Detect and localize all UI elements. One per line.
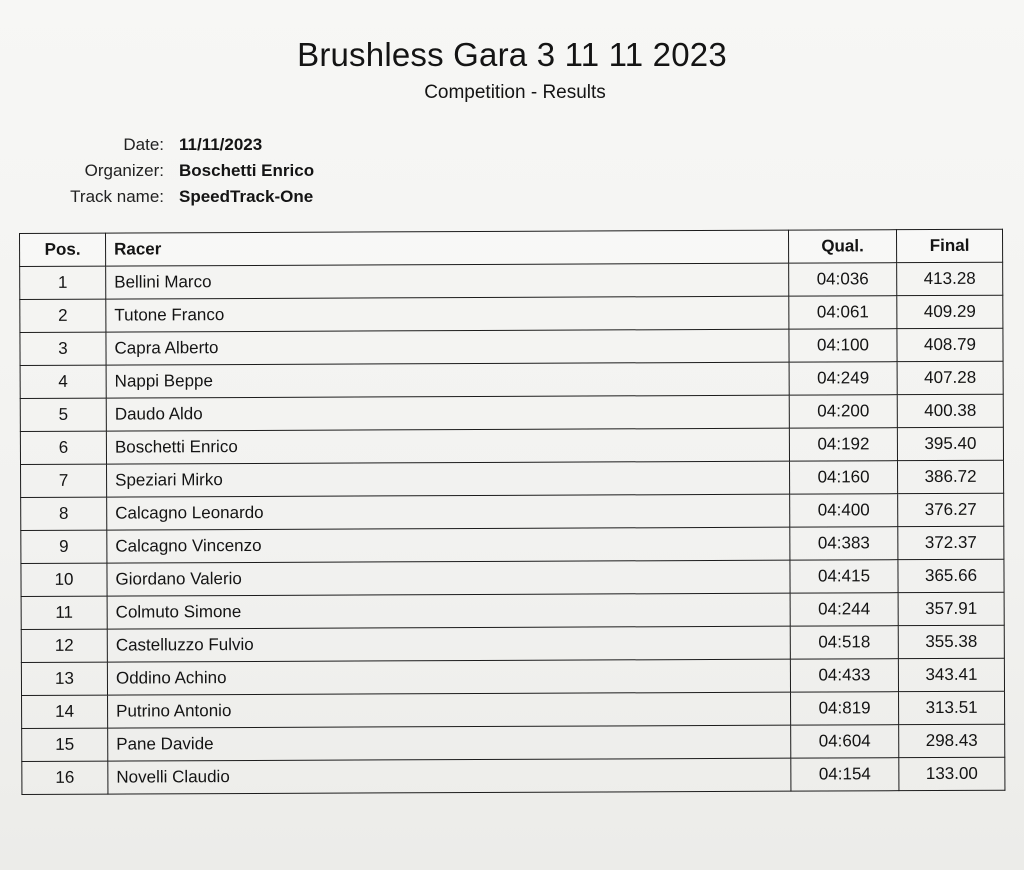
table-row	[21, 592, 1004, 629]
cell-qual: 04:160	[790, 461, 898, 494]
cell-pos: 15	[22, 728, 108, 761]
cell-racer: Capra Alberto	[106, 329, 789, 365]
header-final: Final	[896, 229, 1002, 262]
cell-final: 298.43	[899, 724, 1005, 757]
table-row	[21, 526, 1004, 563]
cell-pos: 12	[21, 629, 107, 662]
cell-racer: Nappi Beppe	[106, 362, 789, 398]
cell-qual: 04:192	[789, 428, 897, 461]
cell-racer: Castelluzzo Fulvio	[107, 626, 790, 662]
table-row	[21, 625, 1004, 662]
cell-final: 357.91	[898, 592, 1004, 625]
table-row	[22, 691, 1005, 728]
track-name-value: SpeedTrack-One	[179, 187, 314, 206]
organizer-row	[40, 158, 314, 184]
cell-final: 407.28	[897, 361, 1003, 394]
cell-final: 409.29	[897, 295, 1003, 328]
results-table	[19, 229, 1005, 795]
cell-qual: 04:249	[789, 362, 897, 395]
cell-racer: Novelli Claudio	[108, 758, 791, 794]
cell-pos: 16	[22, 761, 108, 794]
cell-racer: Calcagno Vincenzo	[107, 527, 790, 563]
cell-pos: 4	[20, 365, 106, 398]
cell-final: 413.28	[897, 262, 1003, 295]
cell-qual: 04:604	[791, 725, 899, 758]
cell-qual: 04:036	[789, 263, 897, 296]
date-label: Date:	[123, 135, 164, 154]
table-row	[21, 658, 1004, 695]
header-qual: Qual.	[788, 230, 896, 263]
event-info	[40, 132, 314, 210]
cell-qual: 04:415	[790, 560, 898, 593]
cell-final: 313.51	[899, 691, 1005, 724]
track-name-label: Track name:	[70, 187, 164, 206]
cell-final: 343.41	[898, 658, 1004, 691]
cell-racer: Daudo Aldo	[106, 395, 789, 431]
cell-racer: Boschetti Enrico	[106, 428, 789, 464]
cell-qual: 04:383	[790, 527, 898, 560]
cell-qual: 04:433	[790, 659, 898, 692]
table-row	[21, 460, 1004, 497]
cell-qual: 04:200	[789, 395, 897, 428]
cell-final: 386.72	[898, 460, 1004, 493]
cell-final: 355.38	[898, 625, 1004, 658]
table-row	[22, 757, 1005, 794]
table-row	[21, 493, 1004, 530]
cell-final: 365.66	[898, 559, 1004, 592]
cell-racer: Tutone Franco	[106, 296, 789, 332]
cell-final: 133.00	[899, 757, 1005, 790]
cell-pos: 1	[20, 266, 106, 299]
cell-qual: 04:400	[790, 494, 898, 527]
cell-pos: 7	[21, 464, 107, 497]
cell-racer: Pane Davide	[108, 725, 791, 761]
cell-pos: 9	[21, 530, 107, 563]
cell-pos: 6	[20, 431, 106, 464]
document-subtitle: Competition - Results	[424, 82, 606, 103]
document-title: Brushless Gara 3 11 11 2023	[297, 36, 727, 73]
organizer-label: Organizer:	[84, 161, 164, 180]
table-header-row	[20, 229, 1003, 266]
cell-pos: 5	[20, 398, 106, 431]
header-racer: Racer	[106, 230, 789, 266]
cell-final: 408.79	[897, 328, 1003, 361]
table-row	[20, 427, 1003, 464]
table-row	[20, 328, 1003, 365]
cell-final: 372.37	[898, 526, 1004, 559]
cell-pos: 14	[22, 695, 108, 728]
cell-final: 395.40	[897, 427, 1003, 460]
cell-pos: 11	[21, 596, 107, 629]
table-row	[20, 295, 1003, 332]
table-row	[20, 262, 1003, 299]
cell-racer: Speziari Mirko	[107, 461, 790, 497]
cell-racer: Bellini Marco	[106, 263, 789, 299]
table-row	[22, 724, 1005, 761]
cell-qual: 04:819	[791, 692, 899, 725]
cell-qual: 04:100	[789, 329, 897, 362]
track-name-row	[40, 184, 314, 210]
cell-pos: 10	[21, 563, 107, 596]
cell-final: 400.38	[897, 394, 1003, 427]
cell-pos: 3	[20, 332, 106, 365]
cell-qual: 04:154	[791, 758, 899, 791]
table-row	[20, 394, 1003, 431]
cell-pos: 13	[21, 662, 107, 695]
cell-qual: 04:244	[790, 593, 898, 626]
table-row	[21, 559, 1004, 596]
cell-racer: Calcagno Leonardo	[107, 494, 790, 530]
organizer-value: Boschetti Enrico	[179, 161, 315, 180]
cell-racer: Oddino Achino	[107, 659, 790, 695]
cell-qual: 04:061	[789, 296, 897, 329]
table-row	[20, 361, 1003, 398]
cell-racer: Putrino Antonio	[108, 692, 791, 728]
cell-pos: 8	[21, 497, 107, 530]
date-value: 11/11/2023	[179, 135, 263, 154]
cell-racer: Giordano Valerio	[107, 560, 790, 596]
cell-pos: 2	[20, 299, 106, 332]
cell-racer: Colmuto Simone	[107, 593, 790, 629]
date-row	[40, 132, 314, 158]
cell-final: 376.27	[898, 493, 1004, 526]
header-pos: Pos.	[20, 233, 106, 266]
cell-qual: 04:518	[790, 626, 898, 659]
